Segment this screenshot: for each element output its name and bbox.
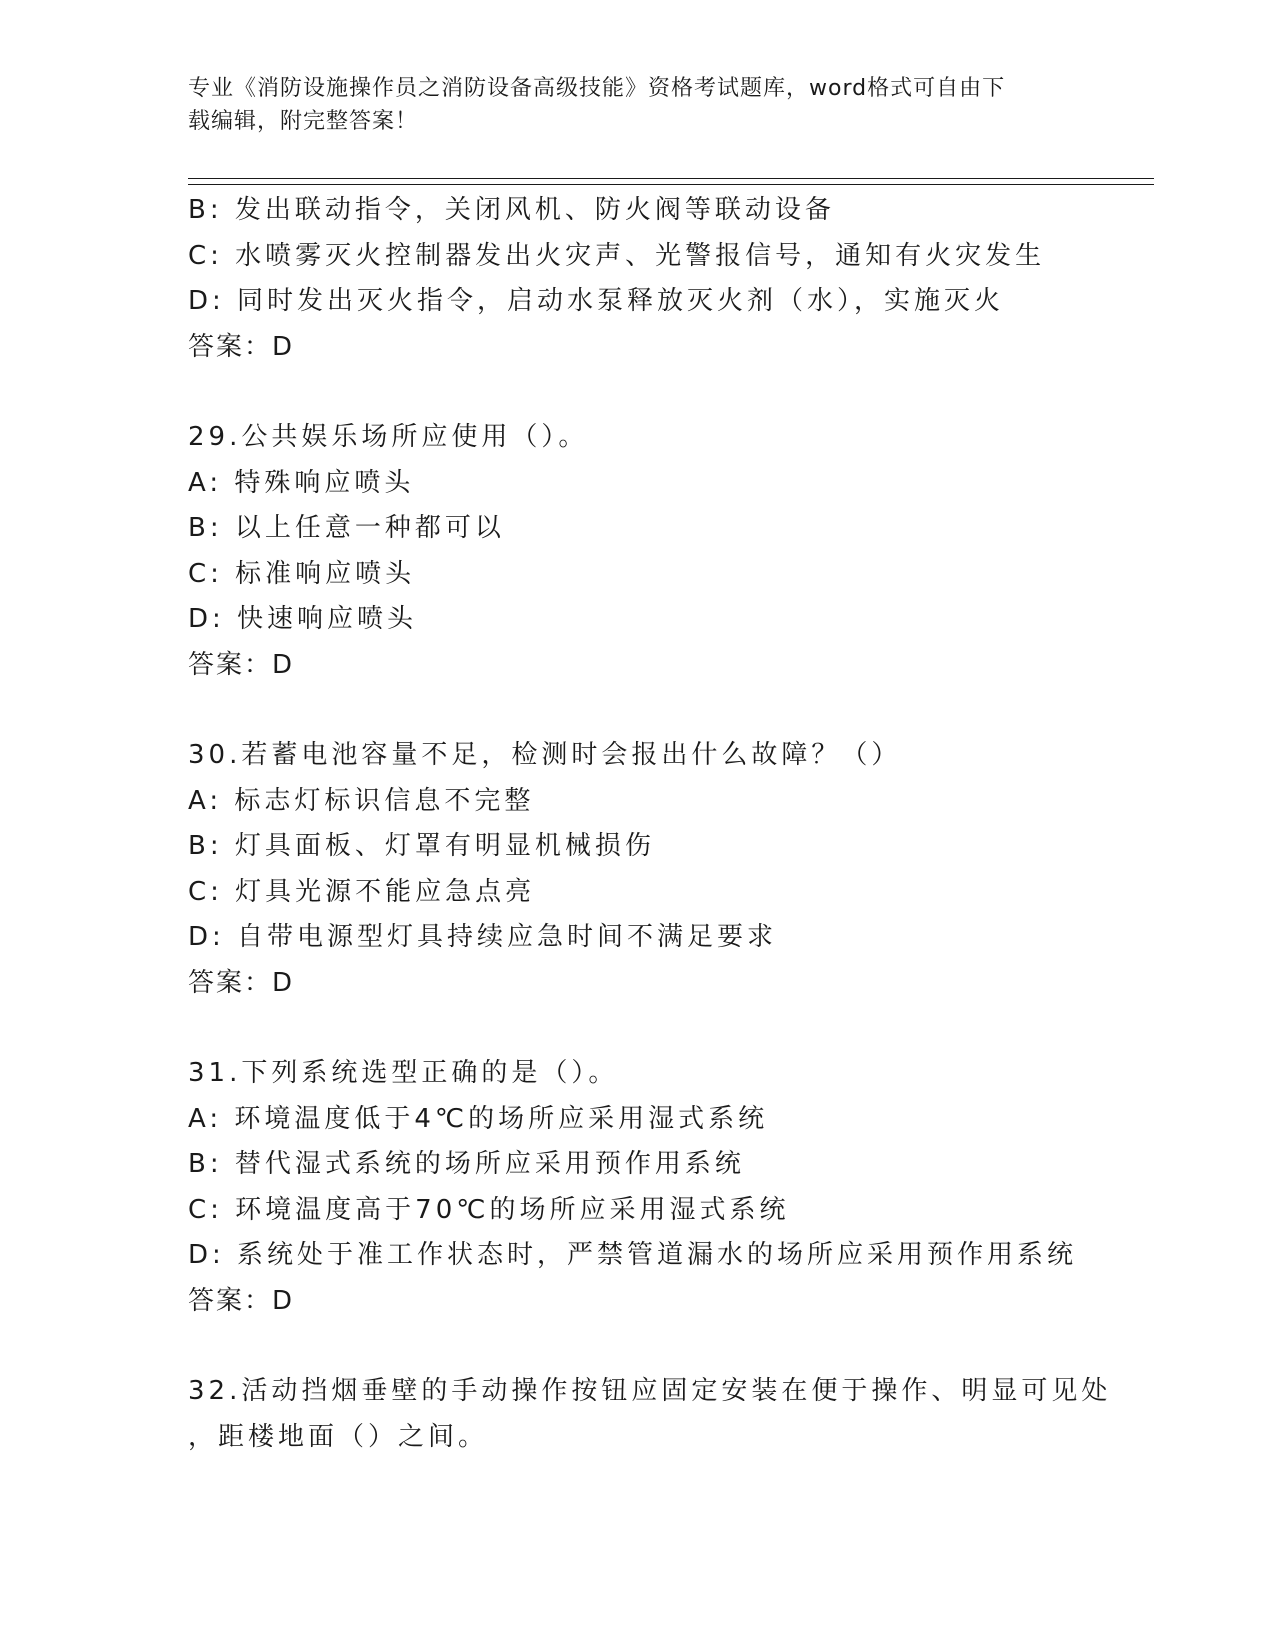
option-a: A: 特殊响应喷头 — [188, 467, 415, 498]
question-stem: 31.下列系统选型正确的是（）。 — [188, 1058, 619, 1088]
option-a: A: 标志灯标识信息不完整 — [188, 785, 535, 816]
question-29 — [188, 415, 1088, 688]
answer-line: 答案：D — [188, 967, 295, 998]
option-b: B: 以上任意一种都可以 — [188, 513, 505, 543]
option-d: D: 快速响应喷头 — [188, 604, 418, 634]
option-c: C: 环境温度高于70℃的场所应采用湿式系统 — [188, 1194, 790, 1225]
question-stem: 29.公共娱乐场所应使用（）。 — [188, 422, 589, 452]
document-header — [188, 72, 1068, 138]
option-c: C: 标准响应喷头 — [188, 558, 416, 589]
question-stem-line-1: 32.活动挡烟垂壁的手动操作按钮应固定安装在便于操作、明显可见处 — [188, 1376, 1112, 1406]
question-31 — [188, 1051, 1088, 1324]
answer-line: 答案：D — [188, 649, 295, 680]
answer-line: 答案：D — [188, 1285, 295, 1316]
option-c: C: 水喷雾灭火控制器发出火灾声、光警报信号，通知有火灾发生 — [188, 240, 1046, 271]
question-32 — [188, 1369, 1112, 1460]
option-a: A: 环境温度低于4℃的场所应采用湿式系统 — [188, 1103, 769, 1134]
option-b: B: 发出联动指令，关闭风机、防火阀等联动设备 — [188, 195, 835, 225]
option-c: C: 灯具光源不能应急点亮 — [188, 876, 536, 907]
option-b: B: 灯具面板、灯罩有明显机械损伤 — [188, 831, 655, 861]
option-d: D: 系统处于准工作状态时，严禁管道漏水的场所应采用预作用系统 — [188, 1240, 1078, 1270]
header-line-2: 载编辑，附完整答案！ — [188, 109, 419, 134]
question-28-continued — [188, 188, 1088, 370]
option-d: D: 同时发出灭火指令，启动水泵释放灭火剂（水），实施灭火 — [188, 286, 1005, 316]
answer-line: 答案：D — [188, 331, 295, 362]
question-stem: 30.若蓄电池容量不足，检测时会报出什么故障？（） — [188, 740, 902, 770]
question-30 — [188, 733, 1088, 1006]
option-d: D: 自带电源型灯具持续应急时间不满足要求 — [188, 922, 778, 952]
header-divider — [188, 178, 1154, 185]
option-b: B: 替代湿式系统的场所应采用预作用系统 — [188, 1149, 745, 1179]
header-line-1: 专业《消防设施操作员之消防设备高级技能》资格考试题库，word格式可自由下 — [188, 76, 1006, 101]
question-list — [188, 188, 1112, 1460]
question-stem-line-2: ，距楼地面（）之间。 — [188, 1421, 489, 1452]
